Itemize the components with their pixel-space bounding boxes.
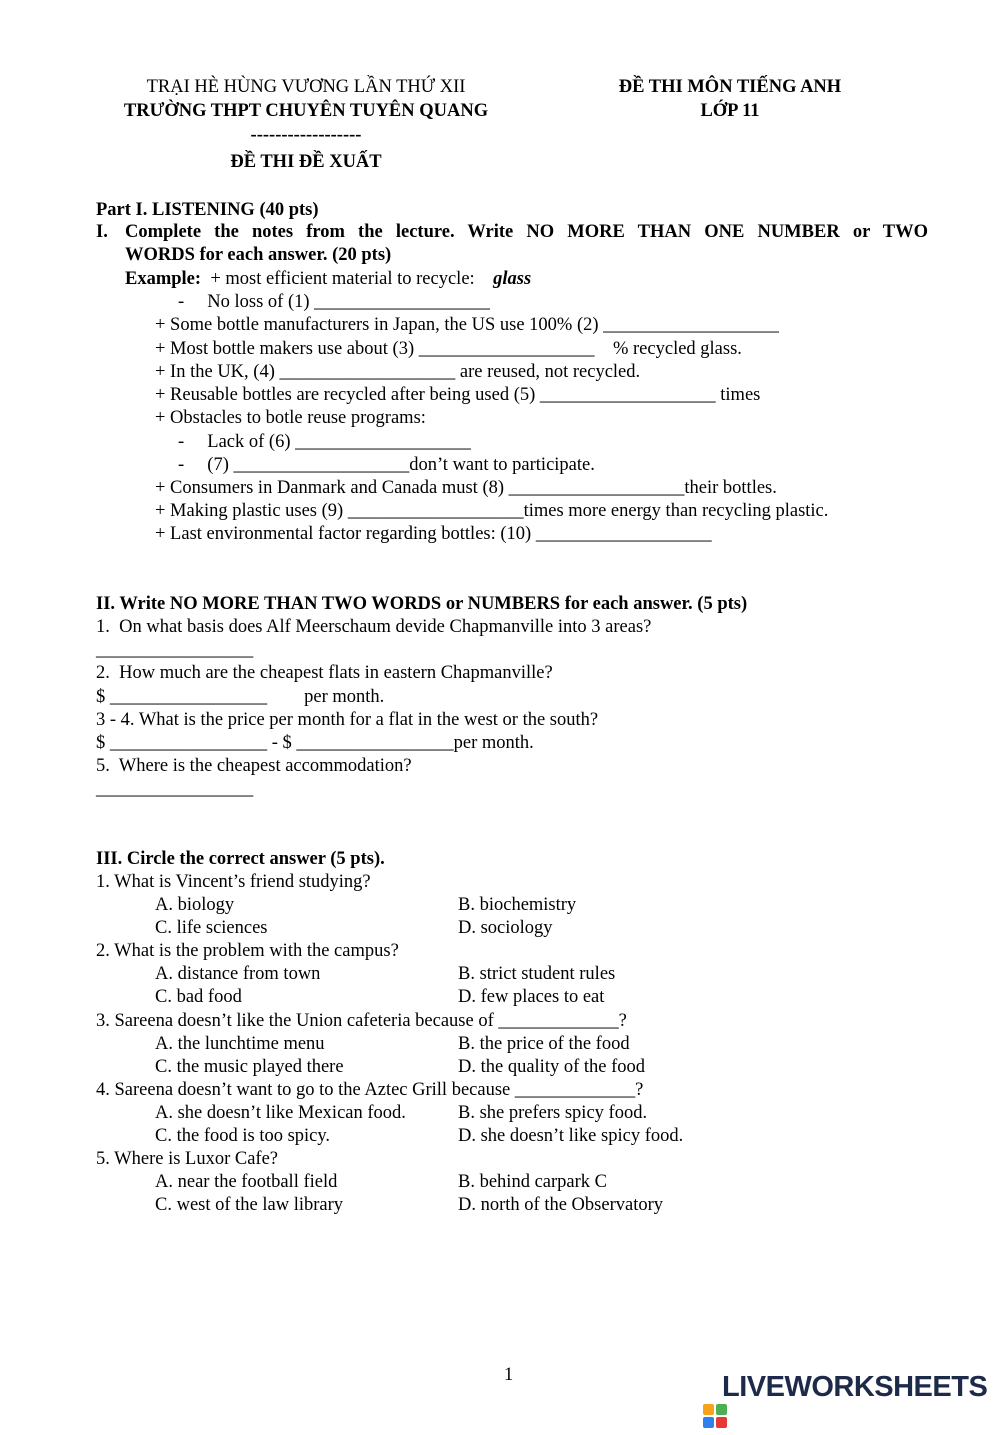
part-title: Part I. LISTENING (40 pts) — [96, 200, 319, 220]
section3-title: III. Circle the correct answer (5 pts). — [96, 849, 385, 869]
liveworksheets-logo-icon — [694, 1381, 718, 1405]
question-3-stem: 3. Sareena doesn’t like the Union cafeteria because of _____________? — [96, 1011, 627, 1031]
option-1b[interactable]: B. biochemistry — [458, 895, 577, 915]
option-4c[interactable]: C. the food is too spicy. — [155, 1126, 331, 1146]
note-line-6: + Obstacles to botle reuse programs: — [155, 408, 426, 428]
note-line-7: - Lack of (6) ___________________ — [178, 432, 471, 452]
section1-instruction-line2: WORDS for each answer. (20 pts) — [125, 245, 392, 265]
section2-line-3: 2. How much are the cheapest flats in eastern Chapmanville? — [96, 663, 553, 683]
option-3c[interactable]: C. the music played there — [155, 1057, 344, 1077]
option-5d[interactable]: D. north of the Observatory — [458, 1195, 663, 1215]
note-line-10: + Making plastic uses (9) ___________________times more energy than recycling plastic. — [155, 501, 829, 521]
section2-line-4: $ _________________ per month. — [96, 687, 385, 707]
option-3a[interactable]: A. the lunchtime menu — [155, 1034, 325, 1054]
option-2d[interactable]: D. few places to eat — [458, 987, 605, 1007]
option-1c[interactable]: C. life sciences — [155, 918, 268, 938]
header-proposed-exam: ĐỀ THI ĐỀ XUẤT — [230, 152, 382, 172]
note-line-4: + In the UK, (4) ___________________ are reused, not recycled. — [155, 362, 641, 382]
question-4-stem: 4. Sareena doesn’t want to go to the Aztec Grill because _____________? — [96, 1080, 644, 1100]
option-1a[interactable]: A. biology — [155, 895, 235, 915]
option-3b[interactable]: B. the price of the food — [458, 1034, 630, 1054]
note-line-5: + Reusable bottles are recycled after being used (5) ___________________ times — [155, 385, 761, 405]
section2-line-1: 1. On what basis does Alf Meerschaum devide Chapmanville into 3 areas? — [96, 617, 652, 637]
section2-line-8: _________________ — [96, 779, 254, 799]
header-camp-title: TRẠI HÈ HÙNG VƯƠNG LẦN THỨ XII — [146, 77, 466, 97]
section2-line-6: $ _________________ - $ _________________per month. — [96, 733, 534, 753]
note-line-9: + Consumers in Danmark and Canada must (8) ___________________their bottles. — [155, 478, 777, 498]
header-subject: ĐỀ THI MÔN TIẾNG ANH — [618, 77, 842, 97]
question-5 — [96, 1148, 956, 1287]
option-4a[interactable]: A. she doesn’t like Mexican food. — [155, 1103, 406, 1123]
option-5c[interactable]: C. west of the law library — [155, 1195, 344, 1215]
header-school-name: TRƯỜNG THPT CHUYÊN TUYÊN QUANG — [123, 101, 489, 121]
option-5b[interactable]: B. behind carpark C — [458, 1172, 607, 1192]
note-line-1: - No loss of (1) ___________________ — [178, 292, 490, 312]
question-5-stem: 5. Where is Luxor Cafe? — [96, 1149, 279, 1169]
option-5a[interactable]: A. near the football field — [155, 1172, 338, 1192]
example-answer: glass — [493, 269, 532, 289]
question-1-stem: 1. What is Vincent’s friend studying? — [96, 872, 371, 892]
section2-line-2: _________________ — [96, 640, 254, 660]
section1-instruction-line1: Complete the notes from the lecture. Write NO MORE THAN ONE NUMBER or TWO — [125, 222, 928, 242]
question-2-stem: 2. What is the problem with the campus? — [96, 941, 399, 961]
option-2c[interactable]: C. bad food — [155, 987, 242, 1007]
section2-line-5: 3 - 4. What is the price per month for a flat in the west or the south? — [96, 710, 599, 730]
section2-line-7: 5. Where is the cheapest accommodation? — [96, 756, 412, 776]
option-3d[interactable]: D. the quality of the food — [458, 1057, 646, 1077]
note-line-8: - (7) ___________________don’t want to participate. — [178, 455, 595, 475]
note-line-11: + Last environmental factor regarding bottles: (10) ___________________ — [155, 524, 712, 544]
option-2a[interactable]: A. distance from town — [155, 964, 321, 984]
header-grade: LỚP 11 — [700, 101, 760, 121]
option-2b[interactable]: B. strict student rules — [458, 964, 616, 984]
example-line — [125, 268, 531, 291]
header-divider: ------------------ — [250, 125, 362, 145]
section2-title: II. Write NO MORE THAN TWO WORDS or NUMBERS for each answer. (5 pts) — [96, 594, 748, 614]
note-line-2: + Some bottle manufacturers in Japan, the US use 100% (2) ___________________ — [155, 315, 779, 335]
option-4d[interactable]: D. she doesn’t like spicy food. — [458, 1126, 684, 1146]
example-text: + most efficient material to recycle: — [201, 269, 475, 289]
option-1d[interactable]: D. sociology — [458, 918, 553, 938]
option-4b[interactable]: B. she prefers spicy food. — [458, 1103, 648, 1123]
note-line-3: + Most bottle makers use about (3) ___________________ % recycled glass. — [155, 339, 742, 359]
section1-number: I. — [96, 222, 108, 242]
page-number: 1 — [504, 1365, 514, 1385]
liveworksheets-logo-text: LIVEWORKSHEETS — [722, 1371, 988, 1403]
example-label: Example: — [125, 269, 202, 289]
